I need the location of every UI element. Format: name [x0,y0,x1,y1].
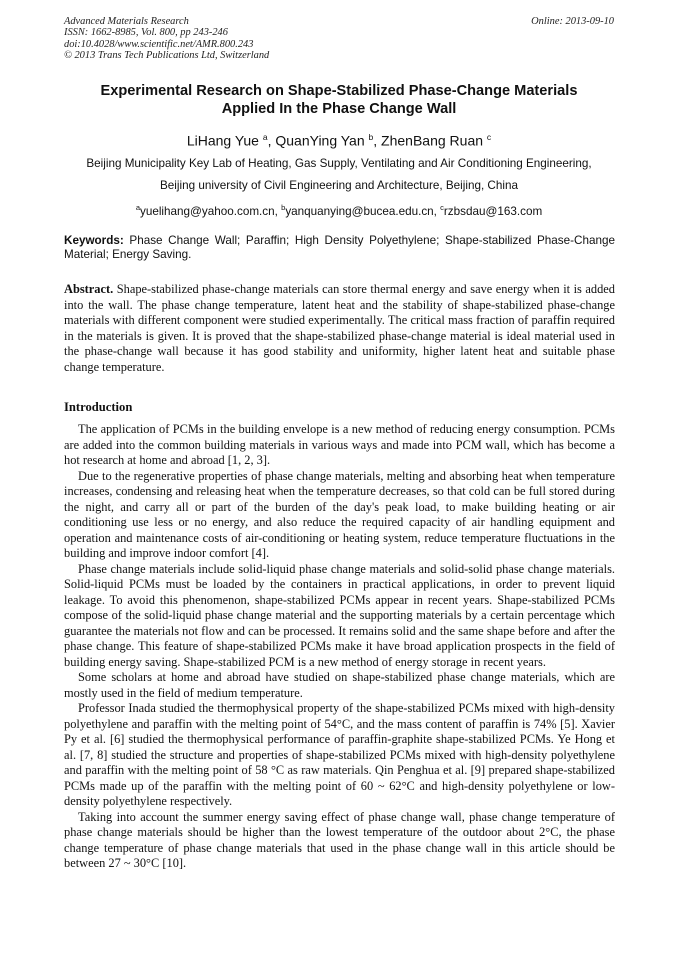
issn-line: ISSN: 1662-8985, Vol. 800, pp 243-246 [64,27,228,39]
abstract-text: Shape-stabilized phase-change materials can store thermal energy and save energy when it is added into the wall. The phase change temperature, latent heat and the stability of shape-stabilized phase-change materials with different component were studied experimentally. The critical mass fraction of paraffin required in the materials is given. It is proved that the shape-stabilized phase-change material is ideal material used in the phase-change wall because it has good stability and uniformity, higher latent heat and suitable phase change temperature. [64,282,615,374]
intro-paragraph: Taking into account the summer energy saving effect of phase change wall, phase change temperature of phase change materials should be higher than the lowest temperature of the outdoor about 2°C, the phase change temperature of phase change materials that used in the phase change wall in this article should be between 27 ~ 30°C [10]. [64,809,615,870]
author-emails [40,201,638,219]
intro-paragraph: Phase change materials include solid-liquid phase change materials and solid-solid phase change materials. Solid-liquid PCMs must be loaded by the containers in practical applications, in order to prevent liquid leakage. To avoid this phenomenon, shape-stabilized PCMs appear in recent years. Shape-stabilized PCMs compose of the solid-liquid phase change material and the supporting materials by a certain percentage which guarantee the materials not flow and can be processed. It remains solid and the same shape before and after the phase change. This feature of shape-stabilized PCMs make it have broad application prospects in the field of building energy saving. Shape-stabilized PCM is a new method of energy storage in recent years. [64,561,615,669]
author-3: ZhenBang Ruan [381,132,484,149]
introduction-body [64,422,615,872]
copyright-line: © 2013 Trans Tech Publications Ltd, Switzerland [64,49,270,61]
title-line-2: Applied In the Phase Change Wall [221,101,457,117]
abstract-paragraph [64,282,615,375]
author-1: LiHang Yue [186,132,259,149]
author-2: QuanYing Yan [275,132,365,149]
email-2-mark: b [281,203,286,212]
intro-paragraph: The application of PCMs in the building envelope is a new method of reducing energy consumption. PCMs are added into the common building materials in various ways and made into PCM wall, which has become a hot research at home and abroad [1, 2, 3]. [64,422,615,467]
author-2-mark: b [368,132,374,142]
email-2: yanquanying@bucea.edu.cn, [285,204,441,218]
author-1-mark: a [262,132,268,142]
journal-name: Advanced Materials Research [64,16,189,27]
email-1: yuelihang@yahoo.com.cn, [139,204,282,218]
keywords-text: Phase Change Wall; Paraffin; High Density Polyethylene; Shape-stabilized Phase-Change Material; Energy Saving. [64,234,615,262]
journal-header [64,16,269,61]
intro-paragraph: Professor Inada studied the thermophysical property of the shape-stabilized PCMs mixed with high-density polyethylene and paraffin with the melting point of 54°C, and the mass content of paraffin is 74% [5]. Xavier Py et al. [6] studied the thermophysical performance of paraffin-graphite shape-stabilized PCMs. Ye Hong et al. [7, 8] studied the structure and properties of shape-stabilized PCMs mixed with high-density polyethylene and paraffin with the melting point of 58 °C as raw materials. Qin Penghua et al. [9] prepared shape-stabilized PCMs made up of the paraffin with the melting point of 60 ~ 62°C and high-density polyethylene or low-density polyethylene respectively. [64,701,615,808]
affiliation-line-2: Beijing university of Civil Engineering and Architecture, Beijing, China [160,179,518,192]
abstract [64,282,615,375]
doi-line: doi:10.4028/www.scientific.net/AMR.800.243 [64,38,254,50]
email-1-mark: a [135,203,140,212]
intro-paragraph: Due to the regenerative properties of phase change materials, melting and absorbing heat when temperature increases, condensing and releasing heat when the temperature decreases, so that cold can be full stored during the night, and carry all or part of the burden of the day's peak load, to make building heating or air conditioning use less or no energy, and also reduce the required capacity of air handling equipment and operation and maintenance costs of air-conditioning or heating system, reduce temperature fluctuations in the building and improve indoor comfort [4]. [64,468,615,560]
title-line-1: Experimental Research on Shape-Stabilized Phase-Change Materials [100,83,578,99]
affiliation-line-1: Beijing Municipality Key Lab of Heating, Gas Supply, Ventilating and Air Conditioning Engineering, [86,157,592,170]
author-separator: , [373,132,382,149]
online-date: Online: 2013-09-10 [531,16,614,27]
abstract-label: Abstract. [64,282,114,296]
paper-title [40,82,638,118]
intro-paragraph: Some scholars at home and abroad have studied on shape-stabilized phase change materials, which are mostly used in the field of medium temperature. [64,670,615,700]
keywords [64,234,615,263]
author-3-mark: c [486,132,492,142]
email-3-mark: c [440,203,444,212]
author-separator: , [267,132,276,149]
keywords-label: Keywords: [64,234,124,247]
email-3: rzbsdau@163.com [443,204,543,218]
author-list [40,129,638,150]
section-heading-introduction: Introduction [64,400,133,414]
